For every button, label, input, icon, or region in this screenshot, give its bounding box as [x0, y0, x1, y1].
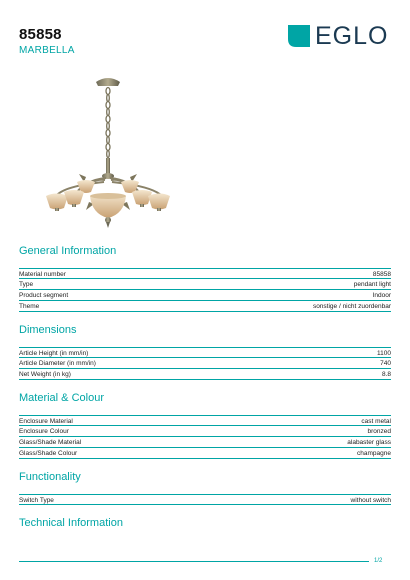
spec-label: Switch Type — [19, 497, 54, 504]
spec-row — [19, 369, 391, 380]
product-name: MARBELLA — [19, 45, 75, 56]
product-number: 85858 — [19, 26, 62, 43]
spec-label: Type — [19, 281, 34, 288]
spec-value: cast metal — [361, 418, 391, 425]
eglo-logo-text: EGLO — [315, 22, 389, 50]
spec-label: Theme — [19, 303, 40, 310]
spec-row — [19, 290, 391, 301]
spec-label: Article Height (in mm/in) — [19, 350, 89, 357]
spec-row — [19, 279, 391, 290]
section-title-technical: Technical Information — [19, 517, 123, 529]
spec-label: Glass/Shade Material — [19, 439, 82, 446]
spec-value: pendant light — [353, 281, 391, 288]
spec-value: bronzed — [367, 428, 391, 435]
spec-row — [19, 268, 391, 279]
spec-value: 1100 — [377, 350, 391, 357]
spec-value: 85858 — [372, 271, 391, 278]
footer-divider — [19, 561, 369, 562]
spec-label: Material number — [19, 271, 66, 278]
product-image-chandelier — [44, 78, 176, 230]
eglo-logo — [288, 22, 394, 50]
spec-value: 8.8 — [381, 371, 391, 378]
page-number: 1/2 — [374, 558, 383, 564]
spec-label: Product segment — [19, 292, 69, 299]
section-title-material: Material & Colour — [19, 392, 104, 404]
spec-value: champagne — [357, 450, 391, 457]
eglo-logo-mark-icon — [288, 25, 310, 47]
spec-row — [19, 415, 391, 426]
spec-row — [19, 426, 391, 437]
spec-row — [19, 448, 391, 459]
section-title-dimensions: Dimensions — [19, 324, 77, 336]
spec-label: Article Diameter (in mm/in) — [19, 360, 96, 367]
spec-value: alabaster glass — [347, 439, 391, 446]
spec-label: Glass/Shade Colour — [19, 450, 78, 457]
spec-label: Enclosure Material — [19, 418, 73, 425]
spec-row — [19, 347, 391, 358]
section-title-functionality: Functionality — [19, 471, 81, 483]
spec-value: sonstige / nicht zuordenbar — [312, 303, 391, 310]
spec-value: Indoor — [372, 292, 391, 299]
spec-row — [19, 358, 391, 369]
spec-row — [19, 437, 391, 448]
section-title-general: General Information — [19, 245, 117, 257]
spec-row — [19, 301, 391, 312]
spec-value: without switch — [350, 497, 391, 504]
spec-label: Enclosure Colour — [19, 428, 69, 435]
spec-row — [19, 494, 391, 505]
spec-value: 740 — [380, 360, 391, 367]
spec-label: Net Weight (in kg) — [19, 371, 71, 378]
